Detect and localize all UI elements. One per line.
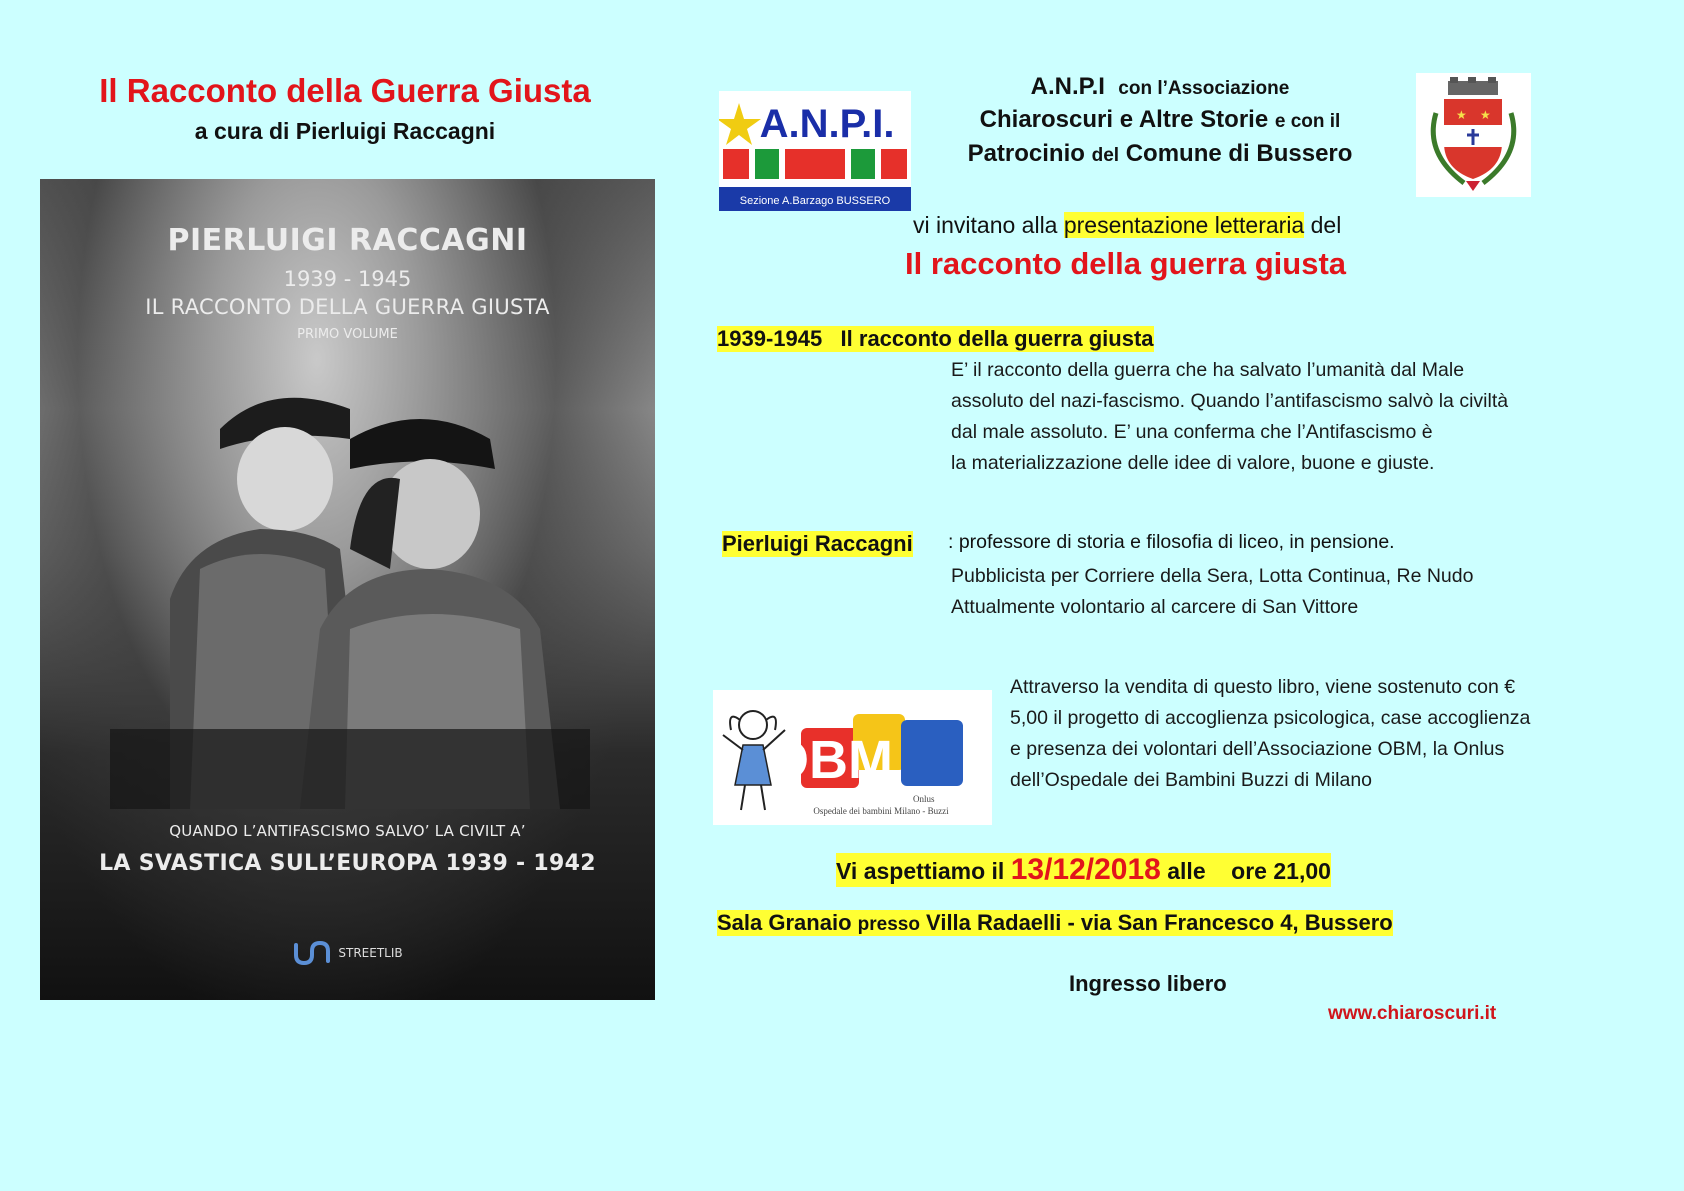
flyer-subtitle: a cura di Pierluigi Raccagni (194, 118, 496, 144)
del-text: del (1091, 145, 1120, 166)
cover-title: IL RACCONTO DELLA GUERRA GIUSTA (145, 295, 550, 319)
svg-text:★: ★ (1456, 108, 1467, 122)
book-desc-line: dal male assoluto. E’ una conferma che l’Antifascismo è (951, 421, 1433, 443)
con-text: con l’Associazione (1118, 78, 1290, 99)
invite-after: del (1304, 212, 1342, 238)
invite-before: vi invitano alla (913, 212, 1064, 238)
org-line-2 (900, 106, 1420, 134)
author-bio-line: Attualmente volontario al carcere di San Vittore (951, 596, 1359, 618)
publisher-mark (40, 939, 655, 967)
date-before: Vi aspettiamo il (836, 858, 1011, 884)
econ-text: e con il (1274, 111, 1341, 132)
streetlib-logo-icon (292, 939, 332, 967)
svg-text:A.N.P.I.: A.N.P.I. (759, 102, 895, 146)
org-line-3 (900, 140, 1420, 168)
association-name: Chiaroscuri e Altre Storie (979, 106, 1269, 133)
patrocinio-text: Patrocinio (967, 140, 1085, 167)
anpi-name: A.N.P.I (1030, 73, 1105, 100)
author-bio-line: Pubblicista per Corriere della Sera, Lotta Continua, Re Nudo (951, 565, 1474, 587)
cover-volume: PRIMO VOLUME (297, 327, 398, 342)
event-venue (717, 910, 1393, 936)
obm-desc-line: dell’Ospedale dei Bambini Buzzi di Milano (1010, 769, 1373, 791)
invite-line (913, 212, 1341, 239)
obm-desc-line: e presenza dei volontari dell’Associazione OBM, la Onlus (1010, 738, 1505, 760)
cover-author: PIERLUIGI RACCAGNI (167, 223, 528, 258)
event-date-line (836, 853, 1331, 887)
obm-logo (713, 690, 992, 825)
obm-desc-line: Attraverso la vendita di questo libro, viene sostenuto con € (1010, 676, 1516, 698)
obm-caption: Ospedale dei bambini Milano - Buzzi (813, 806, 949, 816)
author-bio (951, 561, 1551, 623)
svg-text:Sezione A.Barzago BUSSERO: Sezione A.Barzago BUSSERO (739, 195, 891, 207)
cover-photo-soldiers (110, 369, 590, 809)
venue-hall: Sala Granaio (717, 910, 858, 935)
org-line-1 (900, 73, 1420, 101)
obm-onlus: Onlus (913, 794, 935, 804)
book-desc-line: assoluto del nazi-fascismo. Quando l’antifascismo salvò la civiltà (951, 390, 1509, 412)
author-name: Pierluigi Raccagni (722, 531, 913, 556)
publisher-name: STREETLIB (338, 946, 403, 960)
obm-description (1010, 672, 1550, 796)
invite-highlight: presentazione letteraria (1063, 212, 1305, 238)
entry-info: Ingresso libero (1069, 971, 1227, 996)
comune-bussero-crest (1416, 73, 1531, 197)
venue-presso: presso (857, 914, 920, 935)
website-link[interactable]: www.chiaroscuri.it (1328, 1003, 1497, 1024)
venue-address: Villa Radaelli - via San Francesco 4, Bussero (919, 910, 1393, 935)
author-bio-line: : professore di storia e filosofia di liceo, in pensione. (948, 531, 1395, 553)
book-cover (40, 179, 655, 1000)
comune-name: Comune di Bussero (1125, 140, 1353, 167)
book-desc-line: la materializzazione delle idee di valore, buone e giuste. (951, 452, 1435, 474)
book-heading: 1939-1945 Il racconto della guerra giusta (717, 326, 1154, 351)
obm-desc-line: 5,00 il progetto di accoglienza psicologica, case accoglienza (1010, 707, 1531, 729)
anpi-logo (719, 91, 911, 211)
svg-text:★: ★ (1480, 108, 1491, 122)
obm-logo-text: OBM (767, 730, 893, 790)
cover-tagline: QUANDO L’ANTIFASCISMO SALVO’ LA CIVILT A’ (169, 822, 526, 840)
date-after: alle ore 21,00 (1160, 858, 1331, 884)
book-desc-line: E’ il racconto della guerra che ha salvato l’umanità dal Male (951, 359, 1465, 381)
cover-years: 1939 - 1945 (283, 267, 412, 291)
cover-series: LA SVASTICA SULL’EUROPA 1939 - 1942 (99, 851, 596, 876)
event-title: Il racconto della guerra giusta (905, 246, 1347, 281)
flyer-title: Il Racconto della Guerra Giusta (99, 72, 591, 109)
book-description (951, 355, 1551, 479)
event-date: 13/12/2018 (1010, 853, 1161, 886)
